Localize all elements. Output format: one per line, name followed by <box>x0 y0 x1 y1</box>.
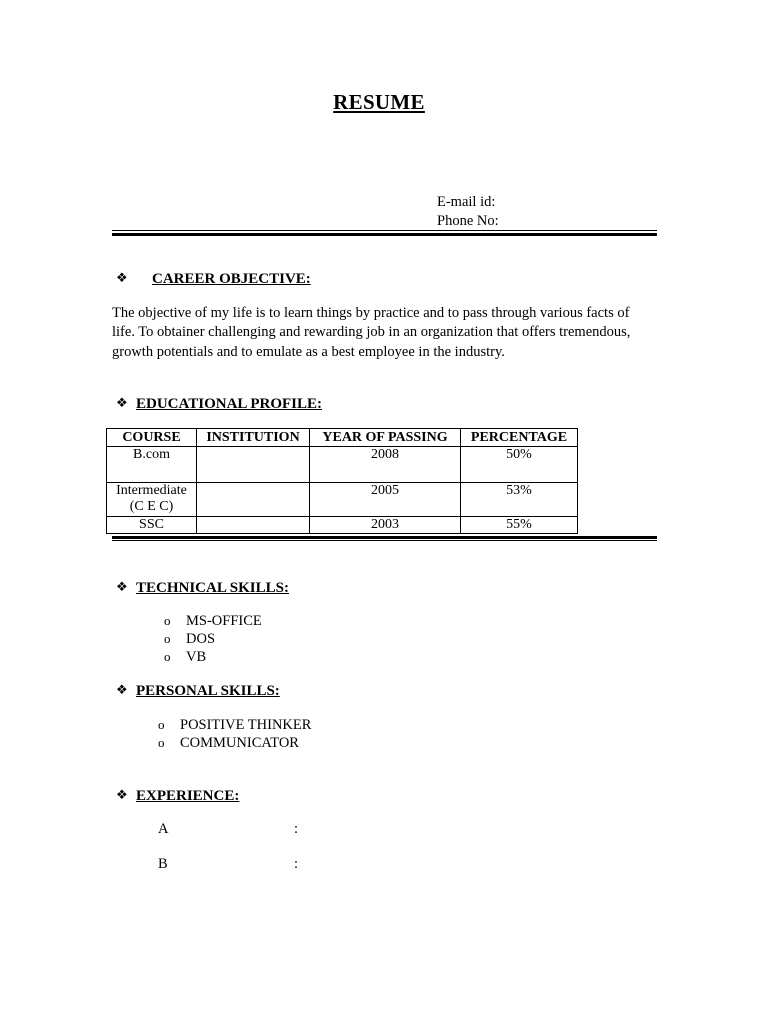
table-row <box>107 447 578 483</box>
cell-percentage: 55% <box>461 517 578 534</box>
phone-label: Phone No: <box>437 213 499 229</box>
educational-profile-heading: EDUCATIONAL PROFILE: <box>136 396 322 412</box>
cell-course: B.com <box>107 447 197 483</box>
technical-skills-heading: TECHNICAL SKILLS: <box>136 580 289 596</box>
list-item: o DOS <box>164 631 216 647</box>
experience-separator-b: : <box>294 856 299 872</box>
experience-label-a: A <box>158 821 169 837</box>
column-header-institution: INSTITUTION <box>197 429 310 447</box>
cell-year: 2003 <box>310 517 461 534</box>
cell-percentage: 53% <box>461 483 578 517</box>
education-table-header-row <box>107 429 578 447</box>
cell-percentage: 50% <box>461 447 578 483</box>
career-objective-line-2: life. To obtainer challenging and rewarding job in an organization that offers tremendous, <box>112 324 631 340</box>
header-rule-thin <box>112 230 657 231</box>
cell-year: 2008 <box>310 447 461 483</box>
header-rule-thick <box>112 233 657 236</box>
career-objective-line-3: growth potentials and to emulate as a best employee in the industry. <box>112 344 505 360</box>
column-header-percentage: PERCENTAGE <box>461 429 578 447</box>
experience-heading: EXPERIENCE: <box>136 788 240 804</box>
education-bullet-icon: ❖ <box>116 395 128 410</box>
list-item: o COMMUNICATOR <box>158 735 299 751</box>
list-item: o MS-OFFICE <box>164 613 262 629</box>
list-item: o VB <box>164 649 207 665</box>
personal-bullet-icon: ❖ <box>116 682 128 697</box>
table-row <box>107 483 578 517</box>
circle-bullet-icon: o <box>164 613 171 628</box>
resume-title: RESUME <box>333 90 425 114</box>
circle-bullet-icon: o <box>164 649 171 664</box>
cell-institution <box>197 447 310 483</box>
education-table <box>106 428 578 534</box>
experience-bullet-icon: ❖ <box>116 787 128 802</box>
career-objective-line-1: The objective of my life is to learn things by practice and to pass through various facts of <box>112 305 630 321</box>
circle-bullet-icon: o <box>158 735 165 750</box>
cell-institution <box>197 517 310 534</box>
cell-course: SSC <box>107 517 197 534</box>
email-label: E-mail id: <box>437 194 496 210</box>
experience-separator-a: : <box>294 821 299 837</box>
experience-label-b: B <box>158 856 168 872</box>
career-bullet-icon: ❖ <box>116 270 128 285</box>
circle-bullet-icon: o <box>158 717 165 732</box>
column-header-course: COURSE <box>107 429 197 447</box>
education-table-wrap <box>106 428 578 534</box>
personal-skills-heading: PERSONAL SKILLS: <box>136 683 280 699</box>
cell-year: 2005 <box>310 483 461 517</box>
list-item: o POSITIVE THINKER <box>158 717 312 733</box>
cell-course: Intermediate (C E C) <box>107 483 197 517</box>
technical-bullet-icon: ❖ <box>116 579 128 594</box>
circle-bullet-icon: o <box>164 631 171 646</box>
table-rule-thin <box>112 540 657 541</box>
cell-institution <box>197 483 310 517</box>
career-objective-heading: CAREER OBJECTIVE: <box>152 271 311 287</box>
table-rule-thick <box>112 536 657 539</box>
column-header-year: YEAR OF PASSING <box>310 429 461 447</box>
table-row <box>107 517 578 534</box>
